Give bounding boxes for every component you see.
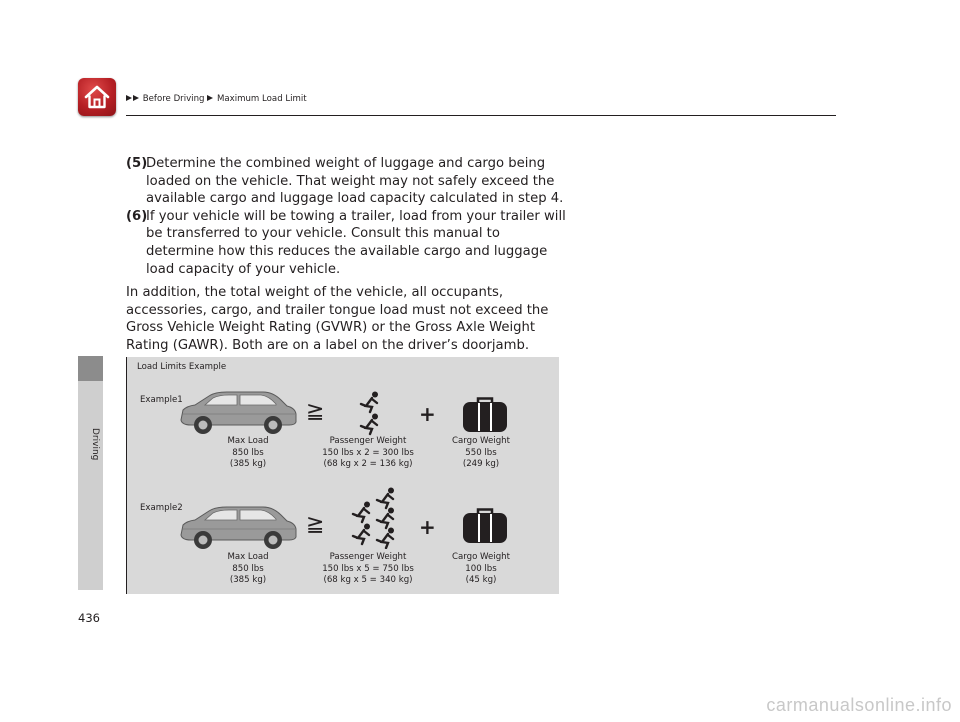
step-item [126, 155, 566, 208]
caption-line: Passenger Weight [329, 552, 407, 562]
caption-line: 850 lbs [232, 447, 264, 458]
caption-line: (45 kg) [465, 575, 497, 585]
breadcrumb-arrow-icon [133, 95, 139, 101]
caption-line: Max Load [227, 552, 269, 562]
seated-person-icon [377, 488, 394, 509]
caption-line: (249 kg) [462, 459, 500, 469]
seated-person-icon [377, 508, 394, 529]
caption-line: 100 lbs [465, 563, 497, 574]
side-tab[interactable] [78, 381, 103, 590]
step-line: Determine the combined weight of luggage and cargo being [146, 156, 546, 171]
caption-line: 150 lbs x 2 = 300 lbs [322, 447, 414, 458]
passenger-seat-icon-group [345, 487, 401, 549]
caption-line: Max Load [227, 436, 269, 446]
step-line: load capacity of your vehicle. [146, 261, 341, 277]
breadcrumb-arrow-icon [207, 95, 213, 101]
load-limits-example [126, 357, 559, 594]
paragraph-line: In addition, the total weight of the vehicle, all occupants, [126, 285, 504, 300]
step-line: be transferred to your vehicle. Consult this manual to [146, 226, 500, 242]
example-box-title: Load Limits Example [137, 362, 227, 372]
paragraph-line: accessories, cargo, and trailer tongue load must not exceed the [126, 302, 549, 318]
cargo-weight-caption [436, 552, 526, 587]
plus-symbol: + [419, 515, 436, 539]
example-label: Example2 [140, 503, 183, 513]
caption-line: (385 kg) [229, 459, 267, 469]
passenger-weight-caption [303, 436, 433, 471]
step-item [126, 208, 566, 278]
caption-line: Passenger Weight [329, 436, 407, 446]
luggage-icon [462, 508, 508, 544]
step-line: loaded on the vehicle. That weight may not safely exceed the [146, 173, 555, 189]
step-number: (6) [126, 208, 148, 224]
seated-person-icon [353, 524, 370, 545]
paragraph-line: Rating (GAWR). Both are on a label on the driver’s doorjamb. [126, 337, 530, 353]
caption-line: 150 lbs x 5 = 750 lbs [322, 563, 414, 574]
body-paragraph [126, 284, 566, 354]
header-divider [126, 115, 836, 116]
section-label: Driving [90, 428, 100, 461]
seated-person-icon [361, 392, 378, 413]
luggage-icon [462, 397, 508, 433]
side-tab-marker [78, 356, 103, 381]
paragraph-line: Gross Vehicle Weight Rating (GVWR) or the Gross Axle Weight [126, 320, 536, 336]
step-number: (5) [126, 156, 148, 171]
caption-line: Cargo Weight [451, 436, 511, 446]
page-number: 436 [78, 611, 100, 625]
seated-person-icon [353, 502, 370, 523]
greater-or-equal-symbol: ≧ [306, 512, 325, 537]
watermark: carmanualsonline.info [766, 695, 952, 715]
breadcrumb-arrow-icon [126, 95, 132, 101]
greater-or-equal-symbol: ≧ [306, 399, 325, 424]
car-icon [177, 505, 299, 551]
home-icon [83, 83, 111, 111]
caption-line: Cargo Weight [451, 552, 511, 562]
breadcrumb [126, 94, 307, 104]
max-load-caption [198, 436, 298, 471]
home-button[interactable] [78, 78, 116, 116]
example-label: Example1 [140, 395, 183, 405]
step-line: If your vehicle will be towing a trailer, load from your trailer will [146, 208, 566, 224]
step-line: available cargo and luggage load capacity calculated in step 4. [146, 191, 564, 207]
seated-person-icon [361, 414, 378, 435]
caption-line: (385 kg) [229, 575, 267, 585]
plus-symbol: + [419, 402, 436, 426]
cargo-weight-caption [436, 436, 526, 471]
caption-line: (68 kg x 2 = 136 kg) [323, 459, 413, 469]
car-icon [177, 390, 299, 436]
step-list [126, 155, 566, 278]
max-load-caption [198, 552, 298, 587]
seated-person-icon [377, 528, 394, 549]
caption-line: 850 lbs [232, 563, 264, 574]
breadcrumb-item[interactable]: Maximum Load Limit [216, 94, 307, 104]
step-line: determine how this reduces the available cargo and luggage [146, 243, 548, 259]
caption-line: 550 lbs [465, 447, 497, 458]
breadcrumb-item[interactable]: Before Driving [142, 94, 205, 104]
caption-line: (68 kg x 5 = 340 kg) [323, 575, 413, 585]
passenger-seat-icon-group [353, 391, 389, 437]
passenger-weight-caption [303, 552, 433, 587]
